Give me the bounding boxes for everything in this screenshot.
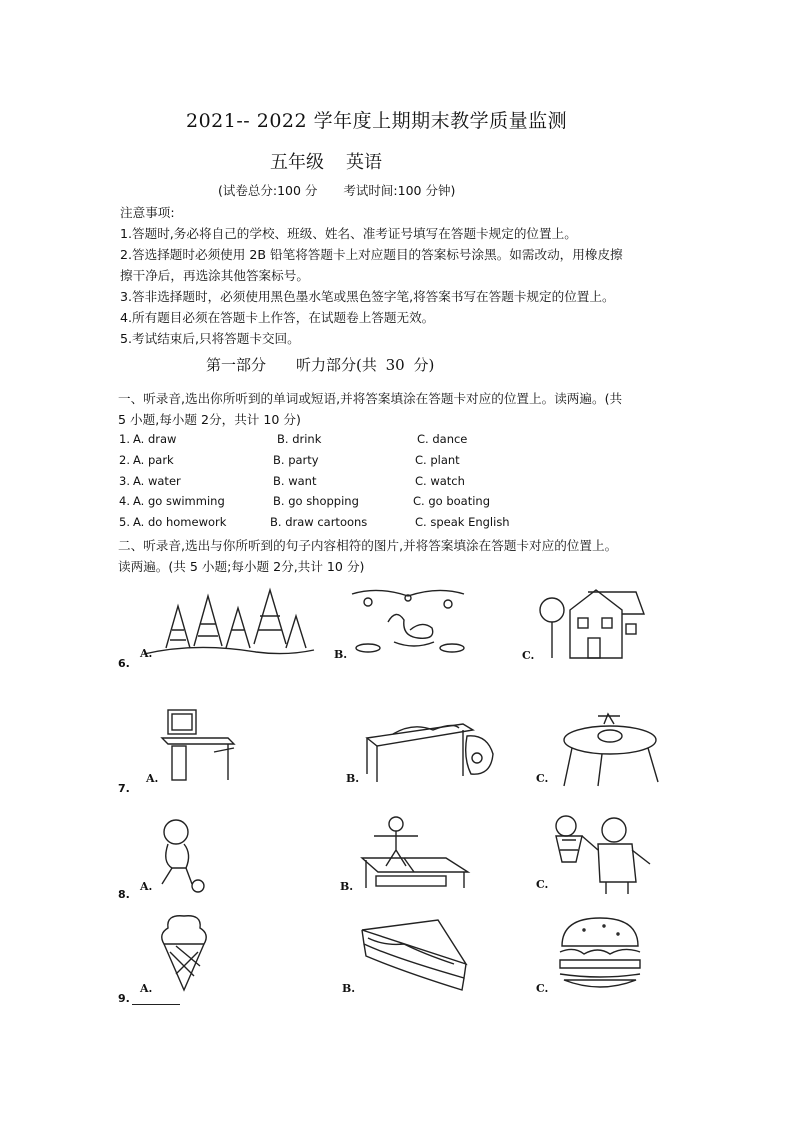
part-heading [206, 354, 434, 375]
option-c-label: C. [536, 982, 549, 995]
option-c: C. plant [415, 453, 460, 467]
instruction-line: 一、听录音,选出你所听到的单词或短语,并将答案填涂在答题卡对应的位置上。读两遍。(共 [118, 391, 623, 406]
option-a-label: A. [140, 880, 153, 893]
notes-block [120, 202, 623, 349]
notes-heading: 注意事项: [120, 205, 175, 220]
question-row [119, 432, 639, 448]
note-item: 5.考试结束后,只将答题卡交回。 [120, 331, 300, 346]
sandwich-icon [354, 918, 474, 998]
option-c-label: C. [536, 772, 549, 785]
part-title: 第一部分 [206, 356, 267, 374]
boy-football-icon [152, 814, 222, 894]
option-a-label: A. [140, 647, 153, 660]
picture-question [118, 582, 678, 672]
option-b: B. drink [277, 432, 322, 446]
exam-time: 考试时间:100 分钟) [343, 183, 456, 198]
question-number: 3. [119, 474, 130, 488]
section2-instruction [118, 535, 617, 577]
total-score: (试卷总分:100 分 [218, 183, 318, 198]
round-table-icon [558, 710, 668, 790]
ice-cream-icon [154, 910, 214, 994]
question-row [119, 474, 639, 490]
question-number: 4. [119, 494, 130, 508]
option-b-label: B. [342, 982, 356, 995]
option-c: C. go boating [413, 494, 491, 508]
option-c: C. speak English [415, 515, 510, 529]
option-a: A. park [133, 453, 174, 467]
option-a: A. draw [133, 432, 177, 446]
subject-label: 英语 [346, 152, 382, 173]
question-number: 1. [119, 432, 130, 446]
note-item: 4.所有题目必须在答题卡上作答，在试题卷上答题无效。 [120, 310, 435, 325]
basketball-player-icon [550, 810, 660, 896]
option-c: C. dance [417, 432, 468, 446]
section1-instruction [118, 388, 622, 430]
option-c-label: C. [536, 878, 549, 891]
note-item: 1.答题时,务必将自己的学校、班级、姓名、准考证号填写在答题卡规定的位置上。 [120, 226, 577, 241]
exam-title: 2021-- 2022 学年度上期期末教学质量监测 [186, 110, 568, 132]
question-number: 2. [119, 453, 130, 467]
computer-desk-icon [158, 708, 238, 788]
option-b: B. go shopping [273, 494, 359, 508]
option-a: A. do homework [133, 515, 227, 529]
picture-question [118, 908, 678, 1008]
note-item: 擦干净后，再选涂其他答案标号。 [120, 268, 309, 283]
instruction-line: 5 小题,每小题 2分，共计 10 分) [118, 412, 301, 427]
forest-icon [136, 586, 316, 662]
note-item: 3.答非选择题时，必须使用黑色墨水笔或黑色签字笔,将答案书写在答题卡规定的位置上。 [120, 289, 615, 304]
swan-pond-icon [348, 584, 468, 660]
grade-subject [270, 148, 404, 174]
option-b: B. want [273, 474, 317, 488]
question-number: 8. [118, 888, 130, 901]
option-b-label: B. [340, 880, 354, 893]
hamburger-icon [554, 912, 654, 996]
question-number: 6. [118, 657, 130, 670]
option-b-label: B. [334, 648, 348, 661]
house-tree-icon [536, 584, 646, 662]
option-b: B. draw cartoons [270, 515, 368, 529]
question-row [119, 494, 639, 510]
question-number: 9. [118, 992, 130, 1005]
option-a-label: A. [146, 772, 159, 785]
part-subtitle: 听力部分(共 30 分) [296, 356, 435, 374]
question-number: 7. [118, 782, 130, 795]
option-c: C. watch [415, 474, 465, 488]
instruction-line: 二、听录音,选出与你所听到的句子内容相符的图片,并将答案填涂在答题卡对应的位置上。 [118, 538, 618, 553]
question-number: 5. [119, 515, 130, 529]
question-row [119, 515, 639, 531]
picture-question [118, 810, 678, 902]
desk-book-icon [363, 714, 503, 794]
option-b: B. party [273, 453, 319, 467]
note-item: 2.答选择题时必须使用 2B 铅笔将答题卡上对应题目的答案标号涂黑。如需改动，用橡皮擦 [120, 247, 623, 262]
option-b-label: B. [346, 772, 360, 785]
option-a: A. go swimming [133, 494, 225, 508]
option-c-label: C. [522, 649, 535, 662]
picture-question [118, 700, 678, 796]
exam-meta [218, 181, 455, 199]
question-row [119, 453, 639, 469]
option-a-label: A. [140, 982, 153, 995]
grade-label: 五年级 [270, 152, 324, 173]
instruction-line: 读两遍。(共 5 小题;每小题 2分,共计 10 分) [118, 559, 365, 574]
ping-pong-icon [356, 814, 476, 894]
option-a: A. water [133, 474, 181, 488]
